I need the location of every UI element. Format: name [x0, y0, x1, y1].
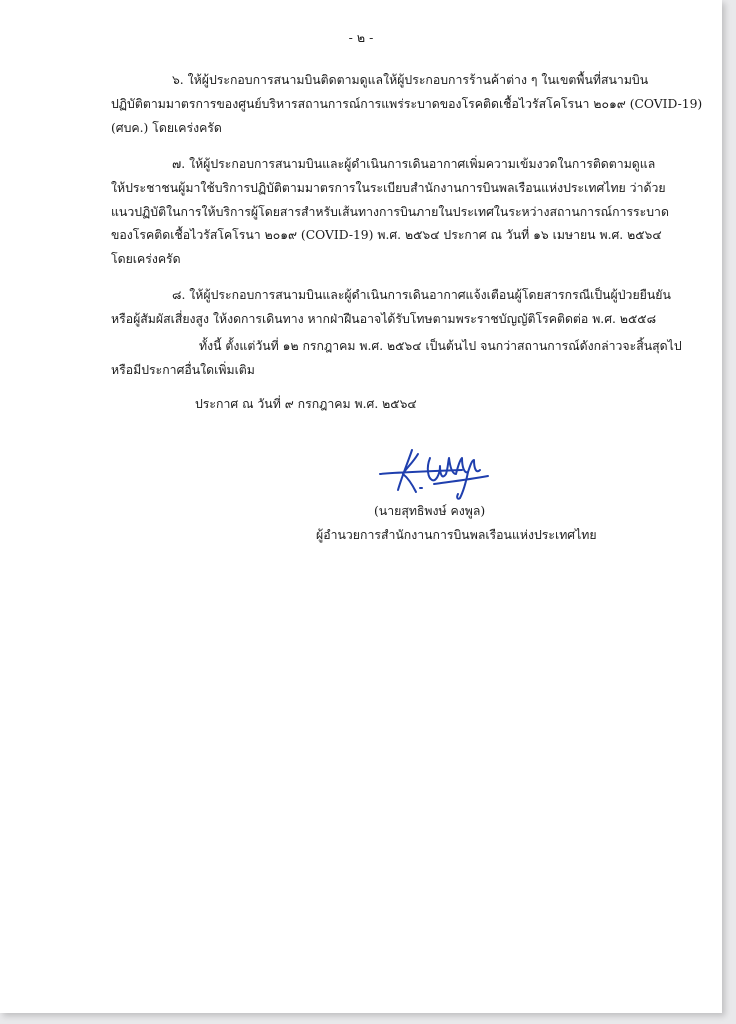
- closing-line-1: ทั้งนี้ ตั้งแต่วันที่ ๑๒ กรกฎาคม พ.ศ. ๒๕๖๔ เป็นต้นไป จนกว่าสถานการณ์ดังกล่าวจะสิ้นสุดไป: [199, 339, 682, 353]
- paragraph-6-line-2: ปฏิบัติตามมาตรการของศูนย์บริหารสถานการณ์การแพร่ระบาดของโรคติดเชื้อไวรัสโคโรนา ๒๐๑๙ (COVID-19): [111, 97, 703, 111]
- paragraph-6-line-3: (ศบค.) โดยเคร่งครัด: [111, 121, 222, 135]
- paragraph-7-line-2: ให้ประชาชนผู้มาใช้บริการปฏิบัติตามมาตรการในระเบียบสำนักงานการบินพลเรือนแห่งประเทศไทย ว่าด้วย: [111, 181, 666, 195]
- paragraph-7-line-3: แนวปฏิบัติในการให้บริการผู้โดยสารสำหรับเส้นทางการบินภายในประเทศในระหว่างสถานการณ์การระบาด: [111, 205, 669, 219]
- page-number: - ๒ -: [348, 30, 374, 45]
- paragraph-7-line-1: ๗. ให้ผู้ประกอบการสนามบินและผู้ดำเนินการเดินอากาศเพิ่มความเข้มงวดในการติดตามดูแล: [172, 157, 656, 171]
- paragraph-6-line-1: ๖. ให้ผู้ประกอบการสนามบินติดตามดูแลให้ผู้ประกอบการร้านค้าต่าง ๆ ในเขตพื้นที่สนามบิน: [172, 73, 649, 87]
- signer-title: ผู้อำนวยการสำนักงานการบินพลเรือนแห่งประเทศไทย: [316, 528, 597, 542]
- paragraph-8-line-2: หรือผู้สัมผัสเสี่ยงสูง ให้งดการเดินทาง หากฝ่าฝืนอาจได้รับโทษตามพระราชบัญญัติโรคติดต่อ พ.ศ. ๒๕๕๘: [111, 312, 657, 326]
- paragraph-7-line-5: โดยเคร่งครัด: [111, 252, 181, 266]
- signature: [372, 444, 496, 502]
- closing-line-2: หรือมีประกาศอื่นใดเพิ่มเติม: [111, 363, 255, 377]
- paragraph-8-line-1: ๘. ให้ผู้ประกอบการสนามบินและผู้ดำเนินการเดินอากาศแจ้งเตือนผู้โดยสารกรณีเป็นผู้ป่วยยืนยัน: [172, 288, 671, 302]
- signer-name: (นายสุทธิพงษ์ คงพูล): [374, 504, 486, 518]
- announcement-date: ประกาศ ณ วันที่ ๙ กรกฎาคม พ.ศ. ๒๕๖๔: [195, 397, 417, 411]
- paragraph-7-line-4: ของโรคติดเชื้อไวรัสโคโรนา ๒๐๑๙ (COVID-19) พ.ศ. ๒๕๖๔ ประกาศ ณ วันที่ ๑๖ เมษายน พ.ศ. ๒๕๖๔: [111, 228, 662, 242]
